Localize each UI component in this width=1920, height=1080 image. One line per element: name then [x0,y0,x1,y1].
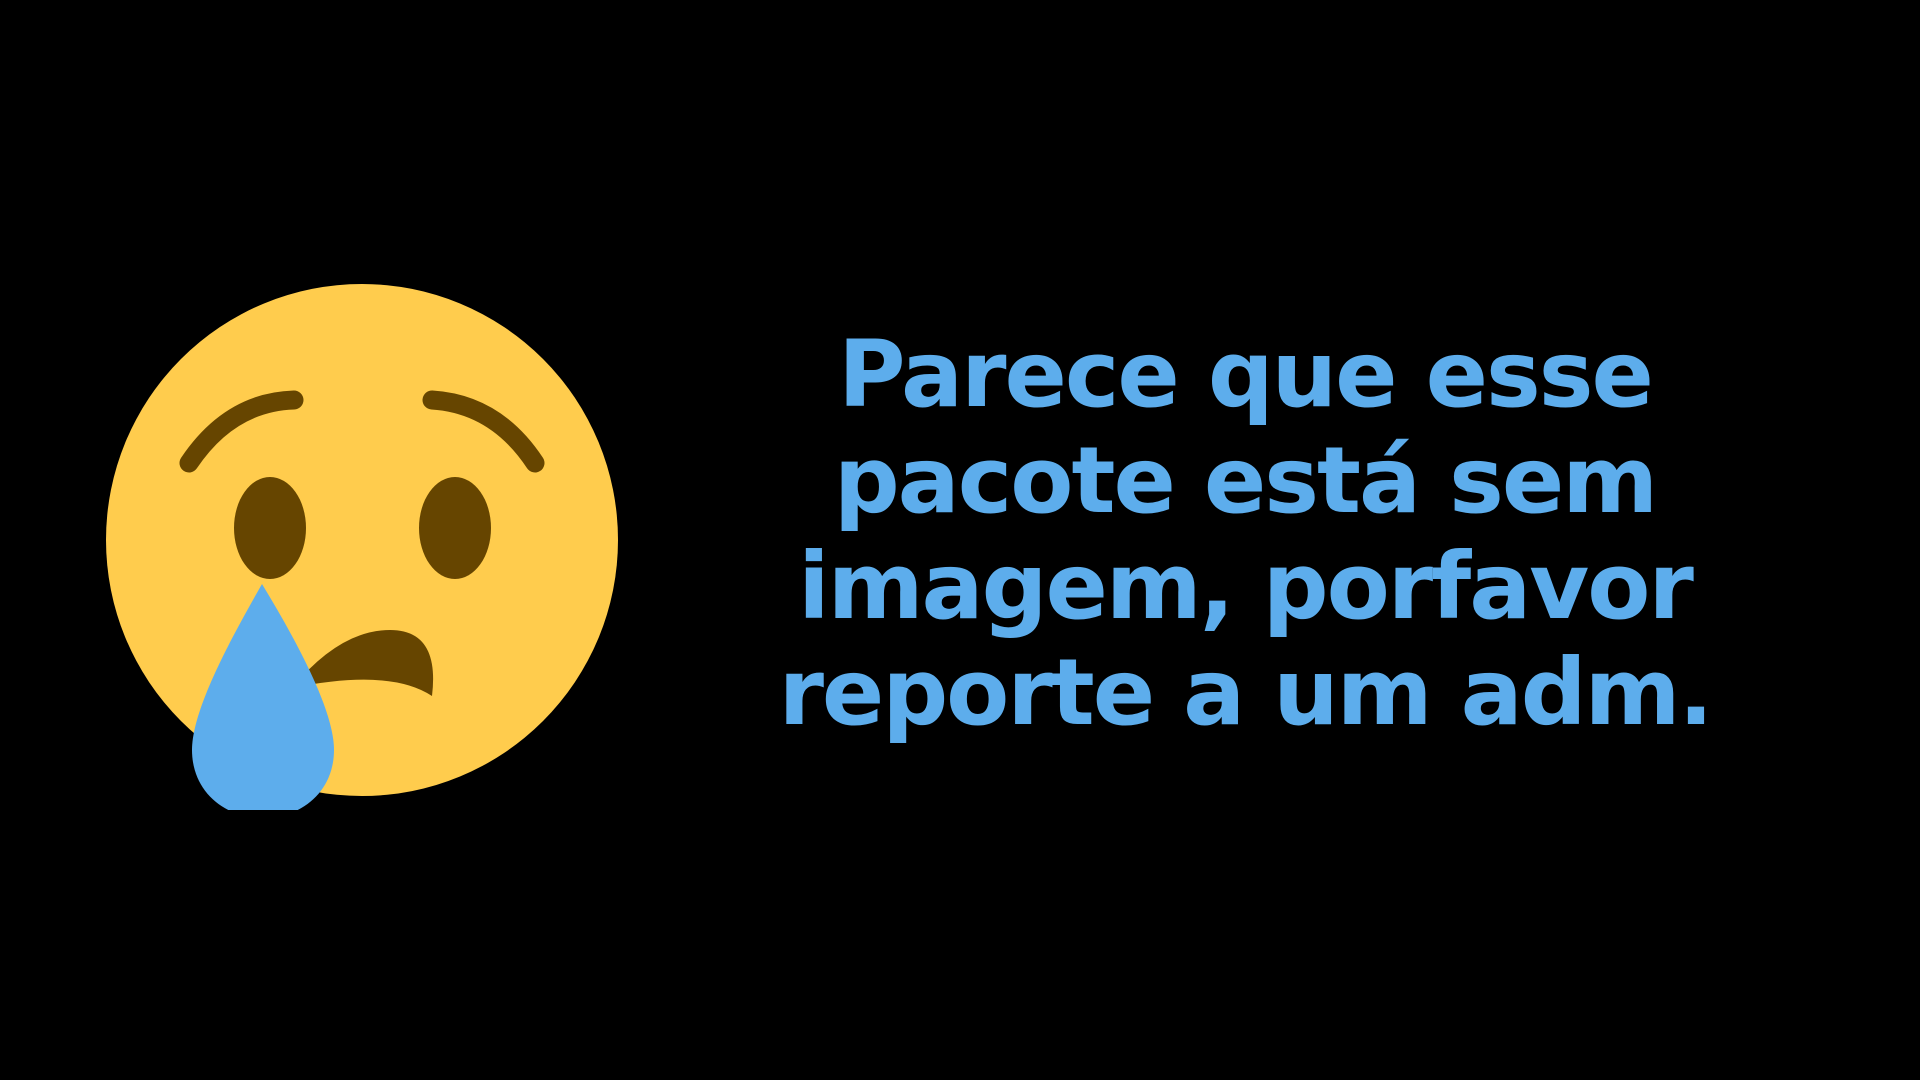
missing-image-message: Parece que esse pacote está sem imagem, porfavor reporte a um adm. [778,321,1712,746]
right-eye [419,477,491,579]
face [106,284,618,796]
left-eye [234,477,306,579]
crying-face-icon [100,270,640,810]
